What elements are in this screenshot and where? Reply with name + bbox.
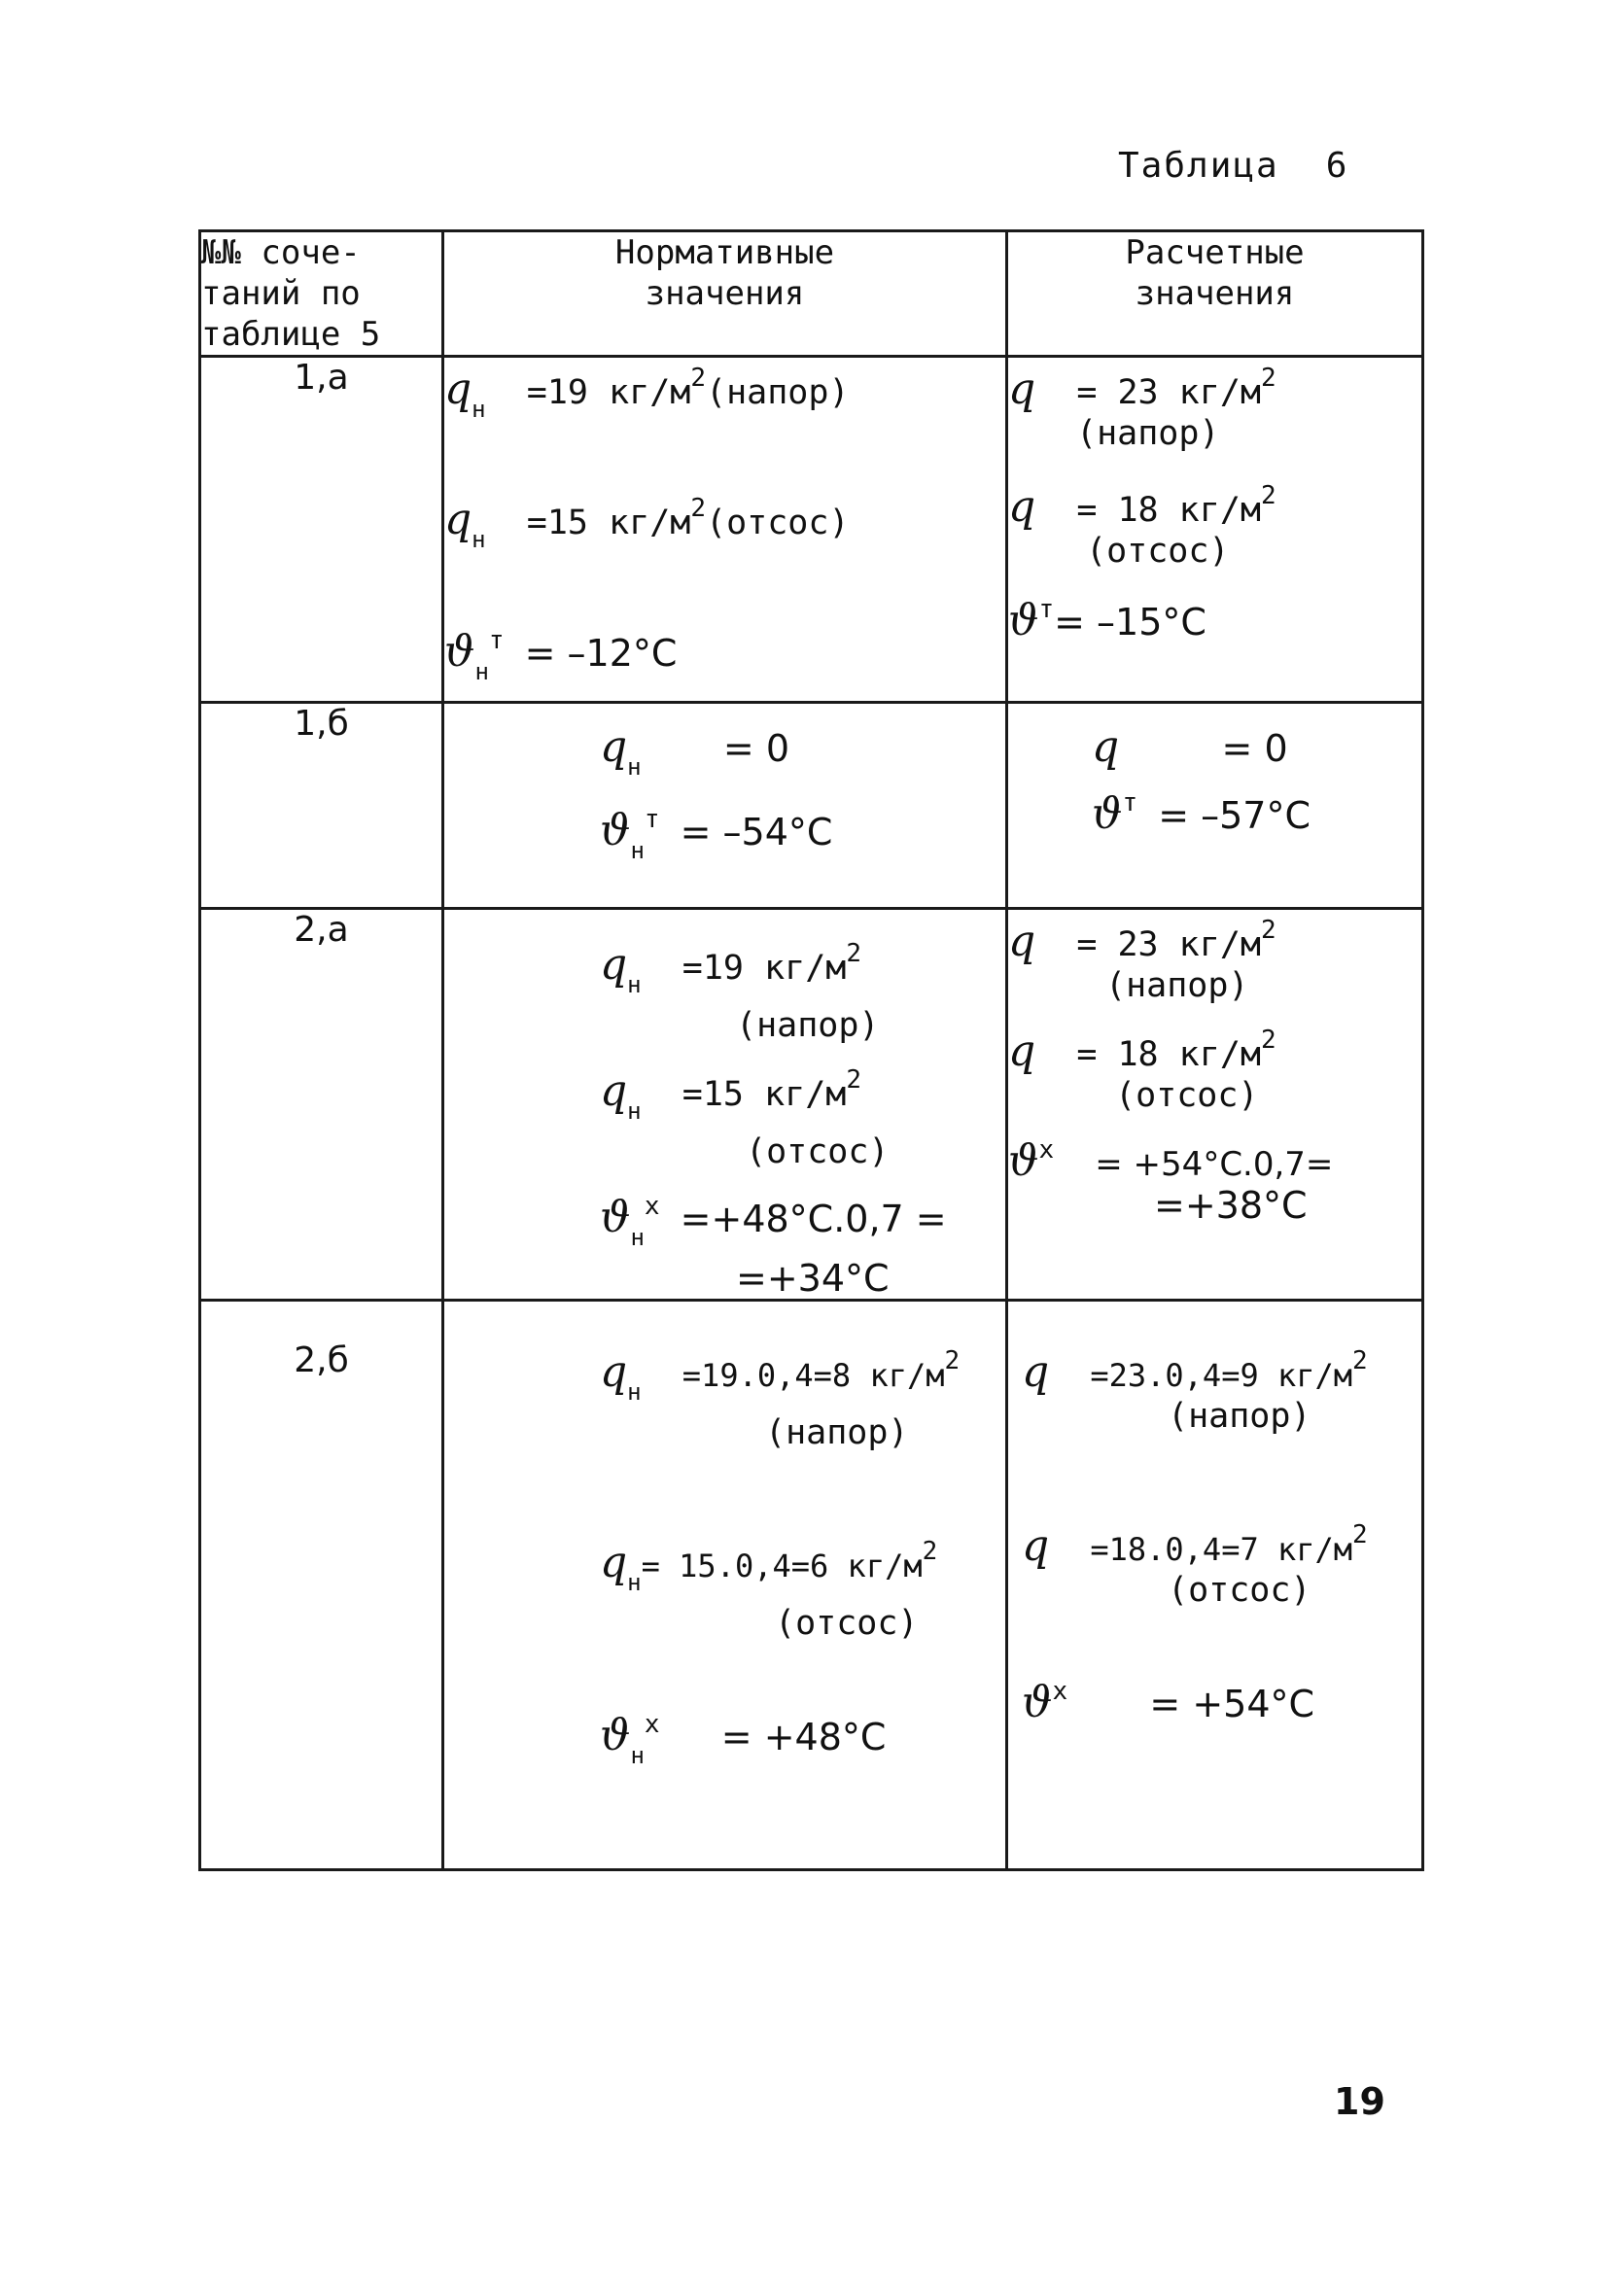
row-label: 2,б (200, 1301, 443, 1870)
table-header-row (200, 231, 1423, 357)
calculated-cell: q = 0 $ϑ^т = -57^\circ C$ (1007, 703, 1423, 909)
calculated-cell: q =23.0,4=9 $кг/м^2$ (напор) q =18.0,4=7 $кг/м^2$ (отсос) $ϑ^x$ = +54°C (1007, 1301, 1423, 1870)
table-row (200, 703, 1423, 909)
data-table (198, 229, 1424, 1871)
normative-cell: $q_н =19$ $кг/м^2$ (напор) $q_н =15$ $кг/м^2$ (отсос) $ϑ_н^x =+48^\circ C.0,7$ = =+34°C (443, 909, 1007, 1301)
normative-cell: $q_н =19$ $кг/м^2(напор)$ $q_н =15$ $кг/м^2(отсос)$ $ϑ_н^т = -12^\circ C$ (443, 357, 1007, 703)
header-calculated: Расчетные значения (1007, 231, 1423, 357)
caption-label: Таблица (1118, 146, 1279, 186)
row-label: 1,а (200, 357, 443, 703)
page-number: 19 (1334, 2080, 1385, 2123)
row-label: 1,б (200, 703, 443, 909)
normative-cell: $q_н$ = 0 $ϑ_н^т = -54^\circ C$ (443, 703, 1007, 909)
header-combinations: №№ соче- таний по таблице 5 (200, 231, 443, 357)
normative-cell: $q_н =19.0,4=8$ $кг/м^2$ (напор) $q_н= 15.0,4=6$ $кг/м^2$ (отсос) $ϑ_н^x$ = +48°C (443, 1301, 1007, 1870)
row-label: 2,а (200, 909, 443, 1301)
calculated-cell: q = 23 $кг/м^2$ (напор) q = 18 $кг/м^2$ (отсос) $ϑ^т= -15^\circ C$ (1007, 357, 1423, 703)
table-row (200, 909, 1423, 1301)
calculated-cell: q = 23 $кг/м^2$ (напор) q = 18 $кг/м^2$ (отсос) $ϑ^x = +54^\circ C.0,7=$ =+38°C (1007, 909, 1423, 1301)
table-row (200, 1301, 1423, 1870)
caption-number: 6 (1325, 146, 1349, 186)
table-caption (1118, 146, 1348, 186)
header-normative: Нормативные значения (443, 231, 1007, 357)
table-row (200, 357, 1423, 703)
